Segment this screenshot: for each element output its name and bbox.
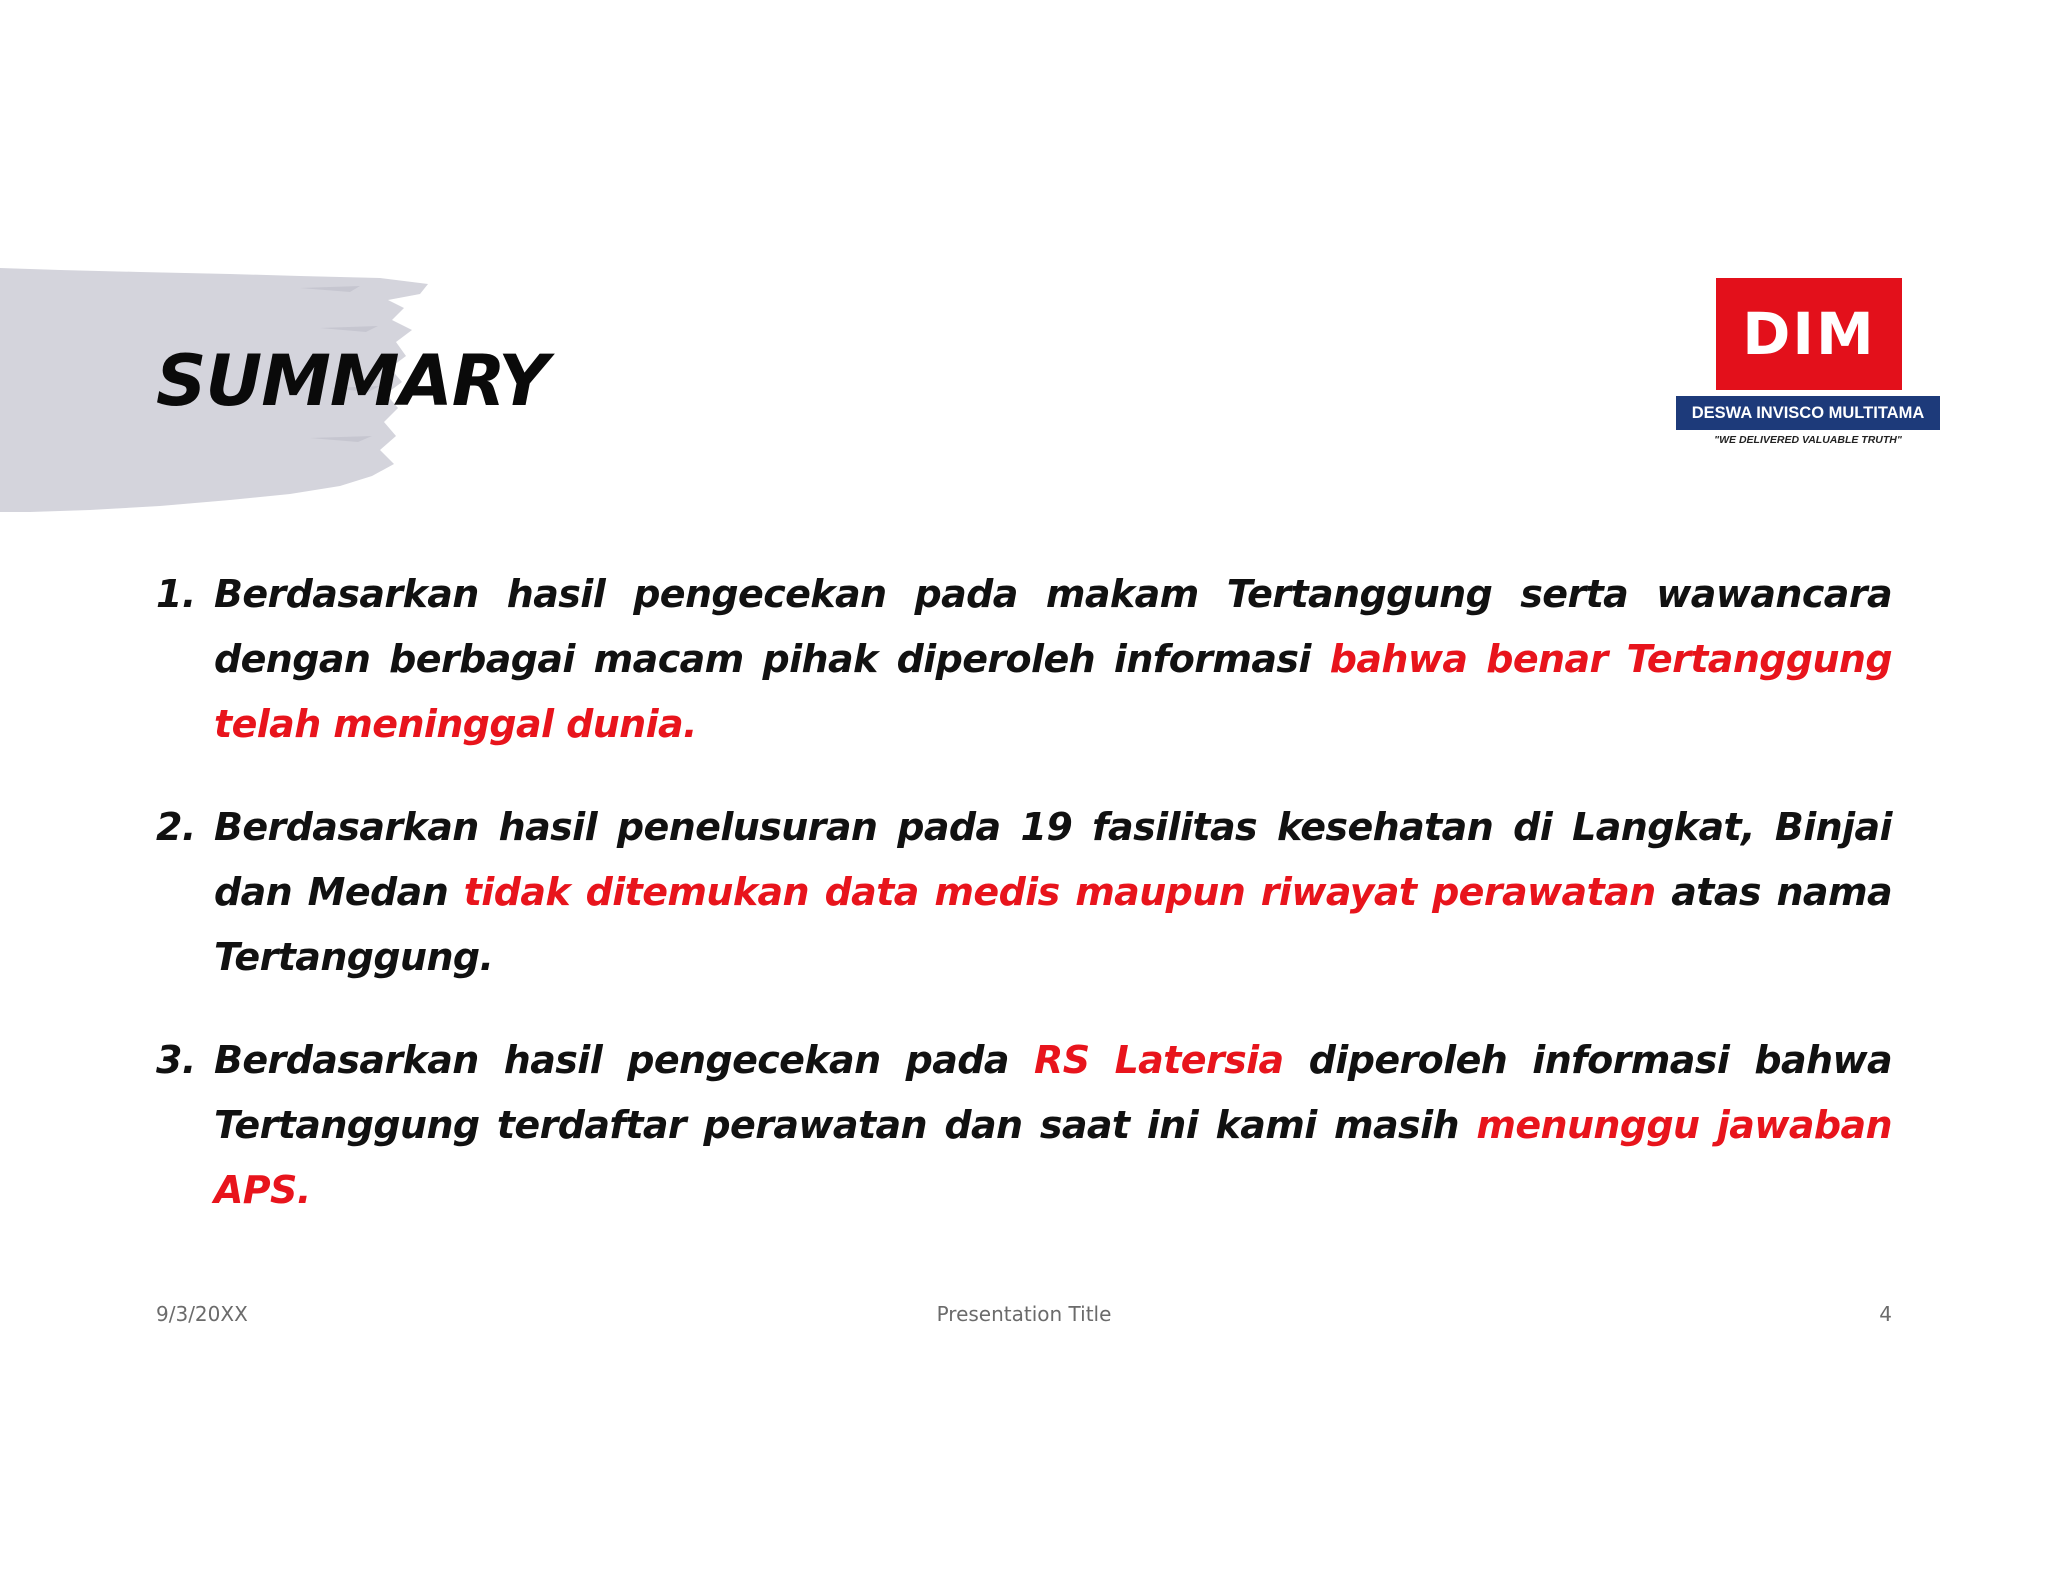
company-logo	[1676, 278, 1940, 454]
point-text: atas nama Tertanggung.	[214, 870, 1892, 979]
point-number: 3.	[156, 1038, 196, 1082]
point-highlight: RS Latersia	[1034, 1038, 1284, 1082]
point-highlight: bahwa benar Tertanggung telah meninggal dunia.	[214, 637, 1892, 746]
logo-tagline: "WE DELIVERED VALUABLE TRUTH"	[1714, 434, 1902, 446]
logo-red-block	[1716, 278, 1902, 390]
point-highlight: menunggu jawaban APS.	[214, 1103, 1892, 1212]
footer-presentation-title: Presentation Title	[936, 1302, 1112, 1326]
point-highlight: tidak ditemukan data medis maupun riwayat perawatan	[463, 870, 1656, 914]
summary-point-3	[156, 1028, 1892, 1223]
point-text: diperoleh informasi bahwa Tertanggung terdaftar perawatan dan saat ini kami masih	[214, 1038, 1892, 1147]
summary-point-1	[156, 562, 1892, 757]
slide-title: SUMMARY	[156, 340, 548, 422]
logo-company-name: DESWA INVISCO MULTITAMA	[1676, 396, 1940, 430]
point-text: Berdasarkan hasil penelusuran pada 19 fasilitas kesehatan di Langkat, Binjai dan Medan	[214, 805, 1892, 914]
point-number: 2.	[156, 805, 196, 849]
point-number: 1.	[156, 572, 196, 616]
point-text: Berdasarkan hasil pengecekan pada makam Tertanggung serta wawancara dengan berbagai macam pihak diperoleh informasi	[214, 572, 1892, 681]
summary-point-2	[156, 795, 1892, 990]
point-text: Berdasarkan hasil pengecekan pada	[214, 1038, 1035, 1082]
footer-date: 9/3/20XX	[156, 1302, 248, 1326]
summary-points	[156, 562, 1892, 1261]
logo-mark: DIM	[1742, 300, 1876, 368]
footer-page-number: 4	[1879, 1302, 1892, 1326]
